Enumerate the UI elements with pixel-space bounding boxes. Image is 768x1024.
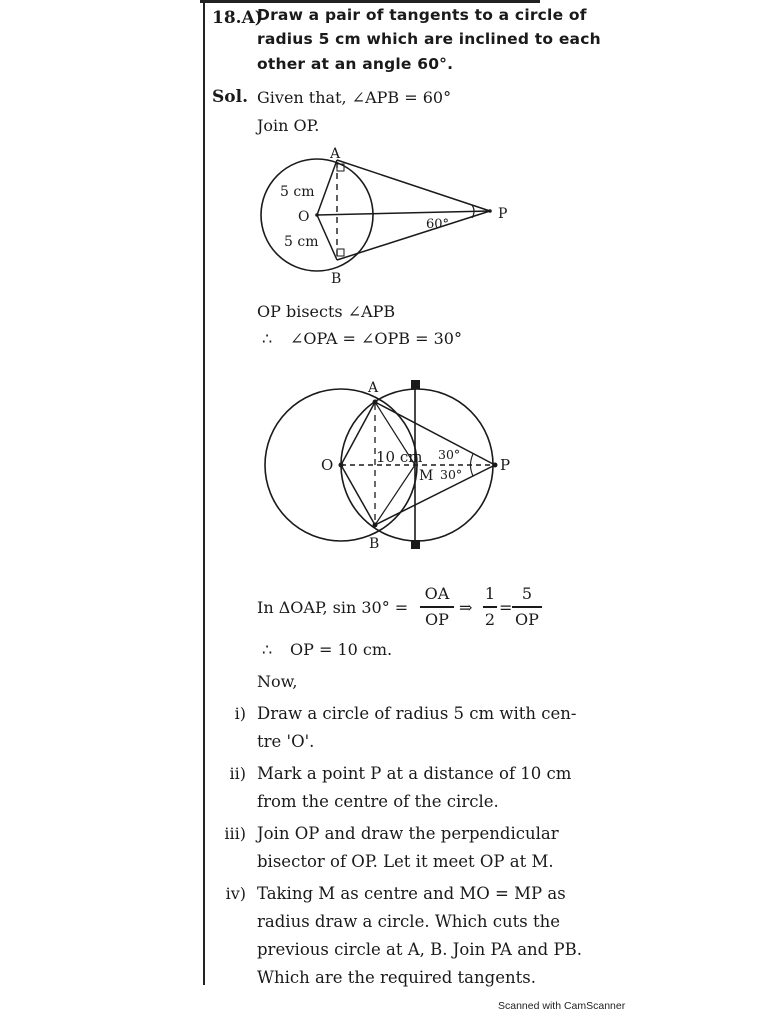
fig1-label-p: P (498, 206, 508, 222)
fig2-label-p: P (500, 456, 511, 474)
therefore-symbol-1: ∴ (262, 329, 273, 348)
fig1-radius-bottom: 5 cm (284, 234, 319, 250)
fraction-five-op (512, 584, 542, 630)
fraction-one-half (483, 584, 497, 630)
now-text: Now, (257, 672, 298, 691)
implies-symbol: ⇒ (459, 598, 473, 617)
question-line-2: radius 5 cm which are inclined to each (257, 30, 601, 48)
step-1-line-1: Draw a circle of radius 5 cm with cen- (257, 704, 577, 723)
fraction-oa-op (420, 584, 454, 630)
fig2-label-a: A (368, 380, 379, 396)
angles-text: ∠OPA = ∠OPB = 30° (290, 329, 462, 348)
question-line-1: Draw a pair of tangents to a circle of (257, 6, 587, 24)
step-4-line-4: Which are the required tangents. (257, 968, 536, 987)
step-2-line-2: from the centre of the circle. (257, 792, 499, 811)
fraction-one-half-denominator: 2 (484, 609, 496, 629)
triangle-text: In ΔOAP, sin 30° = (257, 598, 409, 617)
step-1-line-2: tre 'O'. (257, 732, 315, 751)
fraction-oa-op-numerator: OA (424, 584, 450, 603)
step-3-line-1: Join OP and draw the perpendicular (257, 824, 559, 843)
figure-tangents-diagram (250, 140, 530, 290)
fig2-distance: 10 cm (376, 448, 423, 466)
step-4-line-2: radius draw a circle. Which cuts the (257, 912, 561, 931)
given-text: Given that, ∠APB = 60° (257, 88, 452, 107)
fraction-one-half-numerator: 1 (484, 584, 496, 603)
fig2-angle-bottom: 30° (440, 467, 463, 482)
scanner-watermark: Scanned with CamScanner (498, 1000, 626, 1012)
top-rule (200, 0, 540, 3)
equals-symbol: = (499, 598, 513, 617)
step-4-number: iv) (225, 884, 246, 903)
therefore-symbol-2: ∴ (262, 640, 273, 659)
join-text: Join OP. (257, 116, 320, 135)
fig1-angle: 60° (426, 217, 450, 232)
fraction-five-op-denominator: OP (515, 609, 539, 629)
solution-label: Sol. (212, 87, 248, 107)
bisects-text: OP bisects ∠APB (257, 302, 396, 321)
step-1-number: i) (234, 704, 246, 723)
fraction-oa-op-denominator: OP (425, 609, 449, 629)
fig2-label-b: B (369, 536, 380, 552)
question-line-3: other at an angle 60°. (257, 55, 454, 73)
step-2-line-1: Mark a point P at a distance of 10 cm (257, 764, 572, 783)
op-result: OP = 10 cm. (290, 640, 393, 659)
fig1-label-a: A (330, 146, 341, 162)
step-3-line-2: bisector of OP. Let it meet OP at M. (257, 852, 554, 871)
fig1-radius-top: 5 cm (280, 184, 315, 200)
fig1-label-b: B (331, 271, 342, 287)
fig1-label-o: O (298, 209, 310, 225)
fig2-label-m: M (419, 468, 434, 484)
step-3-number: iii) (224, 824, 246, 843)
step-4-line-1: Taking M as centre and MO = MP as (257, 884, 566, 903)
left-margin-rule (203, 0, 205, 985)
question-number: 18.A) (212, 8, 263, 28)
fig2-label-o: O (321, 456, 334, 474)
step-2-number: ii) (229, 764, 246, 783)
step-4-line-3: previous circle at A, B. Join PA and PB. (257, 940, 582, 959)
fig2-angle-top: 30° (438, 447, 461, 462)
figure-construction-diagram (255, 370, 535, 555)
fraction-five-op-numerator: 5 (521, 584, 533, 603)
